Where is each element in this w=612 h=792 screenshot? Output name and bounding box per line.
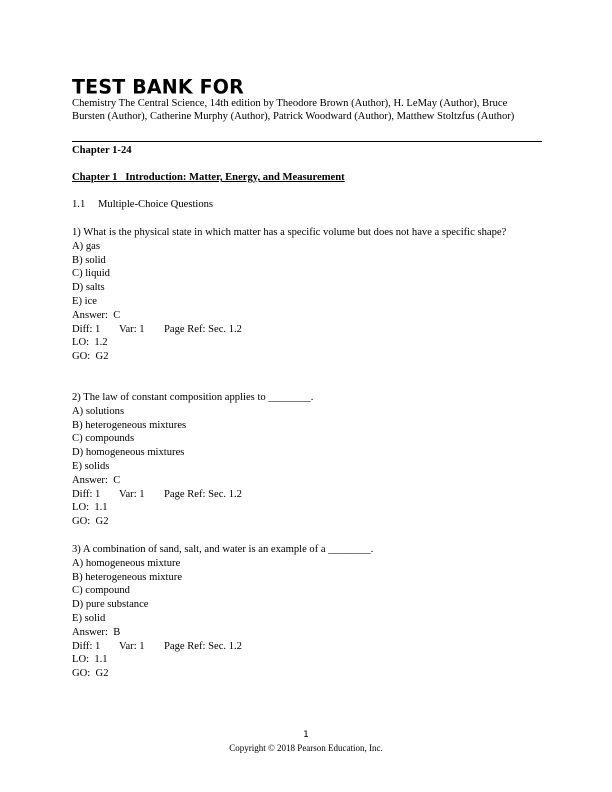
answer-option: D) pure substance bbox=[72, 599, 149, 611]
chapters-range: Chapter 1-24 bbox=[72, 145, 132, 156]
answer-option: A) homogeneous mixture bbox=[72, 557, 181, 569]
answer-key: Answer: B bbox=[72, 626, 121, 638]
answer-option: D) salts bbox=[72, 282, 105, 294]
question-text: 3) A combination of sand, salt, and water is an example of a ________. bbox=[72, 544, 374, 555]
variant: Var: 1 bbox=[119, 640, 145, 652]
difficulty: Diff: 1 bbox=[72, 323, 101, 335]
answer-option: C) compound bbox=[72, 585, 130, 597]
section-heading bbox=[72, 198, 213, 212]
global-outcome: GO: G2 bbox=[72, 668, 109, 680]
chapter-title: Chapter 1 Introduction: Matter, Energy, and Measurement bbox=[72, 172, 345, 183]
question-block bbox=[72, 391, 542, 529]
page-reference: Page Ref: Sec. 1.2 bbox=[164, 640, 242, 652]
question-text: 1) What is the physical state in which matter has a specific volume but does not have a specific shape? bbox=[72, 227, 507, 238]
answer-key: Answer: C bbox=[72, 309, 121, 321]
answer-option: B) heterogeneous mixture bbox=[72, 571, 183, 583]
answer-option: E) solids bbox=[72, 460, 110, 472]
test-bank-title: TEST BANK FOR bbox=[72, 75, 244, 99]
copyright-notice: Copyright © 2018 Pearson Education, Inc. bbox=[229, 743, 383, 753]
learning-objective: LO: 1.1 bbox=[72, 502, 108, 514]
answer-option: E) solid bbox=[72, 612, 106, 624]
global-outcome: GO: G2 bbox=[72, 516, 109, 528]
learning-objective: LO: 1.1 bbox=[72, 654, 108, 666]
question-block bbox=[72, 226, 542, 364]
answer-option: A) gas bbox=[72, 240, 100, 252]
book-citation: Chemistry The Central Science, 14th edition by Theodore Brown (Author), H. LeMay (Author), Bruce Bursten (Author), Catherine Murphy (Author), Patrick Woodward (Author), Matthew Stoltzfus (Author) bbox=[72, 98, 515, 123]
answer-option: C) compounds bbox=[72, 433, 135, 445]
question-metadata bbox=[72, 640, 542, 654]
answer-option: B) heterogeneous mixtures bbox=[72, 419, 187, 431]
answer-option: B) solid bbox=[72, 254, 106, 266]
page-reference: Page Ref: Sec. 1.2 bbox=[164, 488, 242, 500]
header-rule bbox=[72, 141, 542, 142]
answer-key: Answer: C bbox=[72, 474, 121, 486]
section-title: Multiple-Choice Questions bbox=[98, 199, 214, 210]
answer-option: C) liquid bbox=[72, 268, 110, 280]
question-metadata bbox=[72, 323, 542, 337]
difficulty: Diff: 1 bbox=[72, 640, 101, 652]
question-block bbox=[72, 543, 542, 681]
variant: Var: 1 bbox=[119, 488, 145, 500]
question-metadata bbox=[72, 488, 542, 502]
section-number: 1.1 bbox=[72, 199, 86, 210]
variant: Var: 1 bbox=[119, 323, 145, 335]
answer-option: E) ice bbox=[72, 295, 97, 307]
answer-option: D) homogeneous mixtures bbox=[72, 447, 185, 459]
answer-option: A) solutions bbox=[72, 405, 125, 417]
question-text: 2) The law of constant composition applies to ________. bbox=[72, 392, 314, 403]
page-number: 1 bbox=[303, 730, 309, 740]
difficulty: Diff: 1 bbox=[72, 488, 101, 500]
page-reference: Page Ref: Sec. 1.2 bbox=[164, 323, 242, 335]
global-outcome: GO: G2 bbox=[72, 351, 109, 363]
learning-objective: LO: 1.2 bbox=[72, 337, 108, 349]
